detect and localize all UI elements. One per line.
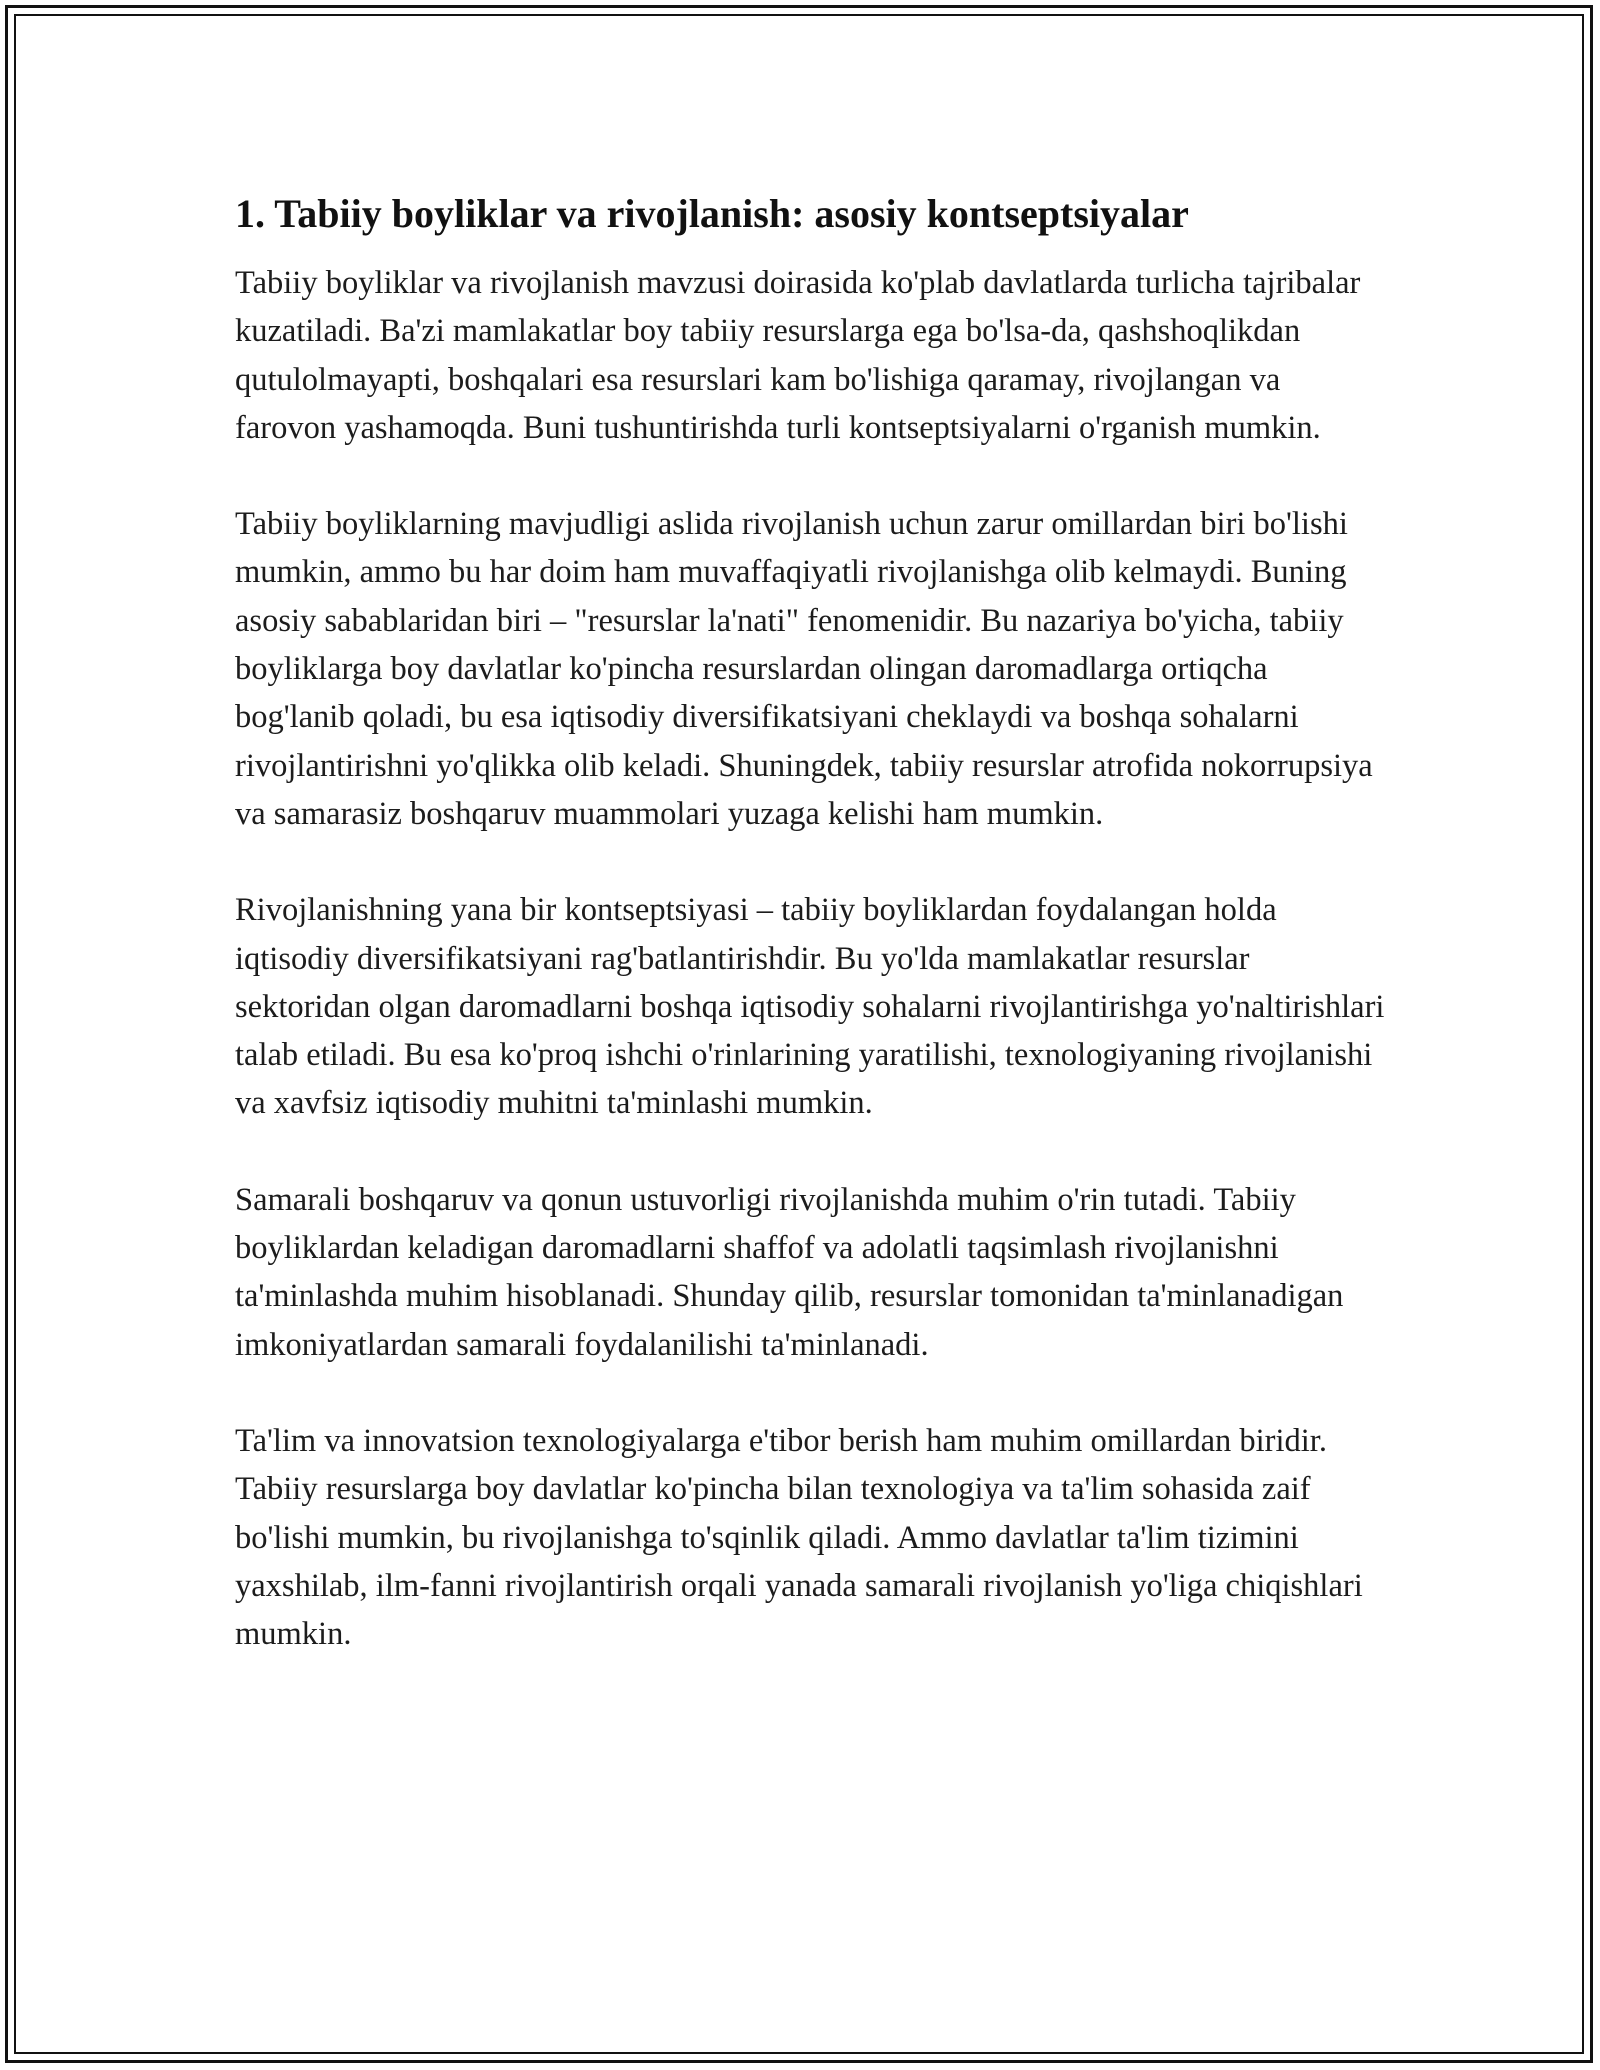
document-body [235,186,1385,1706]
section-title: 1. Tabiiy boyliklar va rivojlanish: asosiy kontseptsiyalar [235,191,1189,236]
paragraph-1: Tabiiy boyliklar va rivojlanish mavzusi doirasida ko'plab davlatlarda turlicha tajribalar kuzatiladi. Ba'zi mamlakatlar boy tabiiy resurslarga ega bo'lsa-da, qashshoqlikdan qutulolmayapti, boshqalari esa resurslari kam bo'lishiga qaramay, rivojlangan va farovon yashamoqda. Buni tushuntirishda turli kontseptsiyalarni o'rganish mumkin. [235,265,1361,446]
paragraph-2: Tabiiy boyliklarning mavjudligi aslida rivojlanish uchun zarur omillardan biri bo'lishi mumkin, ammo bu har doim ham muvaffaqiyatli rivojlanishga olib kelmaydi. Buning asosiy sabablaridan biri – "resurslar la'nati" fenomenidir. Bu nazariya bo'yicha, tabiiy boyliklarga boy davlatlar ko'pincha resurslardan olingan daromadlarga ortiqcha bog'lanib qoladi, bu esa iqtisodiy diversifikatsiyani cheklaydi va boshqa sohalarni rivojlantirishni yo'qlikka olib keladi. Shuningdek, tabiiy resurslar atrofida nokorrupsiya va samarasiz boshqaruv muammolari yuzaga kelishi ham mumkin. [235,506,1373,832]
paragraph-5: Ta'lim va innovatsion texnologiyalarga e'tibor berish ham muhim omillardan biridir. Tabiiy resurslarga boy davlatlar ko'pincha bilan texnologiya va ta'lim sohasida zaif bo'lishi mumkin, bu rivojlanishga to'sqinlik qiladi. Ammo davlatlar ta'lim tizimini yaxshilab, ilm-fanni rivojlantirish orqali yanada samarali rivojlanish yo'liga chiqishlari mumkin. [235,1422,1363,1653]
paragraph-4: Samarali boshqaruv va qonun ustuvorligi rivojlanishda muhim o'rin tutadi. Tabiiy boyliklardan keladigan daromadlarni shaffof va adolatli taqsimlash rivojlanishni ta'minlashda muhim hisoblanadi. Shunday qilib, resurslar tomonidan ta'minlanadigan imkoniyatlardan samarali foydalanilishi ta'minlanadi. [235,1181,1344,1363]
paragraph-3: Rivojlanishning yana bir kontseptsiyasi – tabiiy boyliklardan foydalangan holda iqtisodiy diversifikatsiyani rag'batlantirishdir. Bu yo'lda mamlakatlar resurslar sektoridan olgan daromadlarni boshqa iqtisodiy sohalarni rivojlantirishga yo'naltirishlari talab etiladi. Bu esa ko'proq ishchi o'rinlarining yaratilishi, texnologiyaning rivojlanishi va xavfsiz iqtisodiy muhitni ta'minlashi mumkin. [235,892,1385,1122]
